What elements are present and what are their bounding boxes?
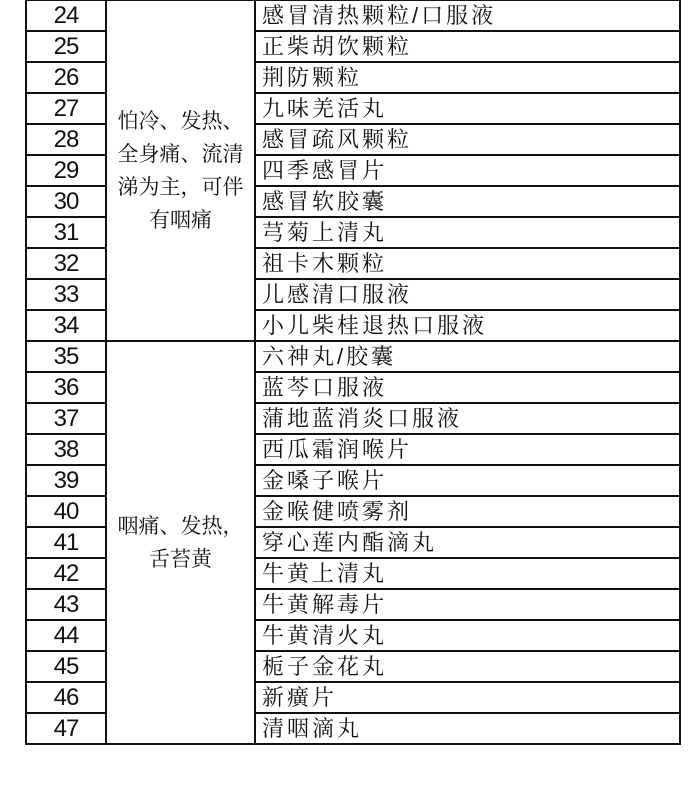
- medicine-name: 九味羌活丸: [255, 93, 680, 124]
- table-row: [26, 341, 680, 372]
- medicine-name: 新癀片: [255, 682, 680, 713]
- row-number: 47: [26, 713, 106, 744]
- medicine-table: [25, 0, 681, 745]
- row-number: 27: [26, 93, 106, 124]
- symptom-cell: 怕冷、发热、全身痛、流清涕为主，可伴有咽痛: [106, 0, 255, 341]
- row-number: 35: [26, 341, 106, 372]
- medicine-name: 清咽滴丸: [255, 713, 680, 744]
- row-number: 46: [26, 682, 106, 713]
- row-number: 32: [26, 248, 106, 279]
- row-number: 31: [26, 217, 106, 248]
- row-number: 29: [26, 155, 106, 186]
- medicine-name: 西瓜霜润喉片: [255, 434, 680, 465]
- medicine-name: 金喉健喷雾剂: [255, 496, 680, 527]
- medicine-name: 六神丸/胶囊: [255, 341, 680, 372]
- medicine-name: 金嗓子喉片: [255, 465, 680, 496]
- medicine-name: 蓝芩口服液: [255, 372, 680, 403]
- medicine-name: 栀子金花丸: [255, 651, 680, 682]
- row-number: 41: [26, 527, 106, 558]
- medicine-name: 儿感清口服液: [255, 279, 680, 310]
- medicine-name: 芎菊上清丸: [255, 217, 680, 248]
- medicine-name: 荆防颗粒: [255, 62, 680, 93]
- row-number: 37: [26, 403, 106, 434]
- medicine-name: 牛黄清火丸: [255, 620, 680, 651]
- row-number: 24: [26, 0, 106, 31]
- medicine-name: 四季感冒片: [255, 155, 680, 186]
- medicine-name: 感冒软胶囊: [255, 186, 680, 217]
- row-number: 34: [26, 310, 106, 341]
- medicine-name: 感冒疏风颗粒: [255, 124, 680, 155]
- row-number: 33: [26, 279, 106, 310]
- medicine-name: 牛黄解毒片: [255, 589, 680, 620]
- row-number: 30: [26, 186, 106, 217]
- row-number: 42: [26, 558, 106, 589]
- row-number: 43: [26, 589, 106, 620]
- symptom-cell: 咽痛、发热，舌苔黄: [106, 341, 255, 744]
- row-number: 25: [26, 31, 106, 62]
- table-row: [26, 0, 680, 31]
- medicine-name: 牛黄上清丸: [255, 558, 680, 589]
- row-number: 39: [26, 465, 106, 496]
- row-number: 44: [26, 620, 106, 651]
- medicine-name: 祖卡木颗粒: [255, 248, 680, 279]
- row-number: 38: [26, 434, 106, 465]
- medicine-name: 感冒清热颗粒/口服液: [255, 0, 680, 31]
- row-number: 36: [26, 372, 106, 403]
- row-number: 28: [26, 124, 106, 155]
- medicine-name: 正柴胡饮颗粒: [255, 31, 680, 62]
- medicine-name: 蒲地蓝消炎口服液: [255, 403, 680, 434]
- medicine-name: 穿心莲内酯滴丸: [255, 527, 680, 558]
- medicine-name: 小儿柴桂退热口服液: [255, 310, 680, 341]
- row-number: 26: [26, 62, 106, 93]
- row-number: 45: [26, 651, 106, 682]
- row-number: 40: [26, 496, 106, 527]
